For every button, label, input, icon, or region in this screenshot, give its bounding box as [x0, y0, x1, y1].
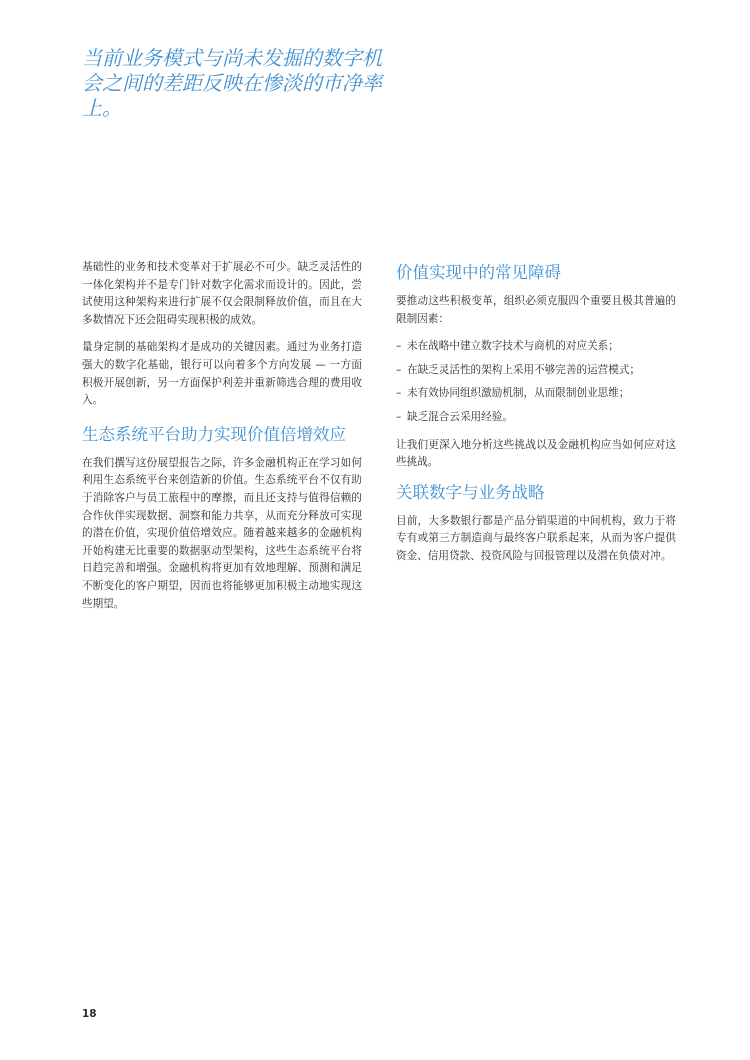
list-item-text: 未有效协同组织激励机制，从而限制创业思维；	[407, 387, 630, 400]
section-heading-obstacles: 价值实现中的常见障碍	[396, 263, 561, 282]
obstacles-list	[396, 338, 676, 426]
list-item-text: 缺乏混合云采用经验。	[407, 410, 513, 423]
strategy-paragraph: 目前，大多数银行都是产品分销渠道的中间机构，致力于将专有或第三方制造商与最终客户联系起来，从而为客户提供资金、信用贷款、投资风险与回报管理以及潜在负债对冲。	[396, 514, 676, 562]
pull-quote: 当前业务模式与尚未发掘的数字机会之间的差距反映在惨淡的市净率上。	[82, 46, 382, 120]
obstacles-outro: 让我们更深入地分析这些挑战以及金融机构应当如何应对这些挑战。	[396, 438, 676, 469]
list-item	[396, 338, 676, 356]
right-column	[396, 262, 676, 576]
body-paragraph-ecosystem: 在我们撰写这份展望报告之际，许多金融机构正在学习如何利用生态系统平台来创造新的价值。生态系统平台不仅有助于消除客户与员工旅程中的摩擦，而且还支持与值得信赖的合作伙伴实现数据、洞察和能力共享，从而充分释放可实现的潜在价值，实现价值倍增效应。随着越来越多的金融机构开始构建无比重要的数据驱动型架构，这些生态系统平台将日趋完善和增强。金融机构将更加有效地理解、预测和满足不断变化的客户期望，因而也将能够更加积极主动地实现这些期望。	[82, 456, 362, 610]
section-heading-strategy: 关联数字与业务战略	[396, 482, 545, 502]
list-item	[396, 385, 676, 403]
bullet-dash: –	[396, 387, 402, 400]
body-paragraph-1: 基础性的业务和技术变革对于扩展必不可少。缺乏灵活性的一体化架构并不是专门针对数字化需求而设计的。因此，尝试使用这种架构来进行扩展不仅会限制释放价值，而且在大多数情况下还会阻碍实现积极的成效。	[82, 261, 362, 326]
list-item-text: 未在战略中建立数字技术与商机的对应关系；	[407, 340, 619, 353]
page-number: 18	[82, 1008, 97, 1020]
list-item-text: 在缺乏灵活性的架构上采用不够完善的运营模式；	[407, 363, 641, 376]
left-column	[82, 259, 362, 623]
list-item	[396, 409, 676, 427]
body-paragraph-2: 量身定制的基础架构才是成功的关键因素。通过为业务打造强大的数字化基础，银行可以向着多个方向发展 — 一方面积极开展创新，另一方面保护利差并重新筛选合理的费用收入。	[82, 341, 362, 407]
bullet-dash: –	[396, 410, 402, 423]
bullet-dash: –	[396, 363, 402, 376]
list-item	[396, 362, 676, 380]
bullet-dash: –	[396, 340, 402, 353]
section-heading-ecosystem: 生态系统平台助力实现价值倍增效应	[82, 424, 346, 444]
obstacles-intro: 要推动这些积极变革，组织必须克服四个重要且极其普遍的限制因素：	[396, 295, 676, 325]
